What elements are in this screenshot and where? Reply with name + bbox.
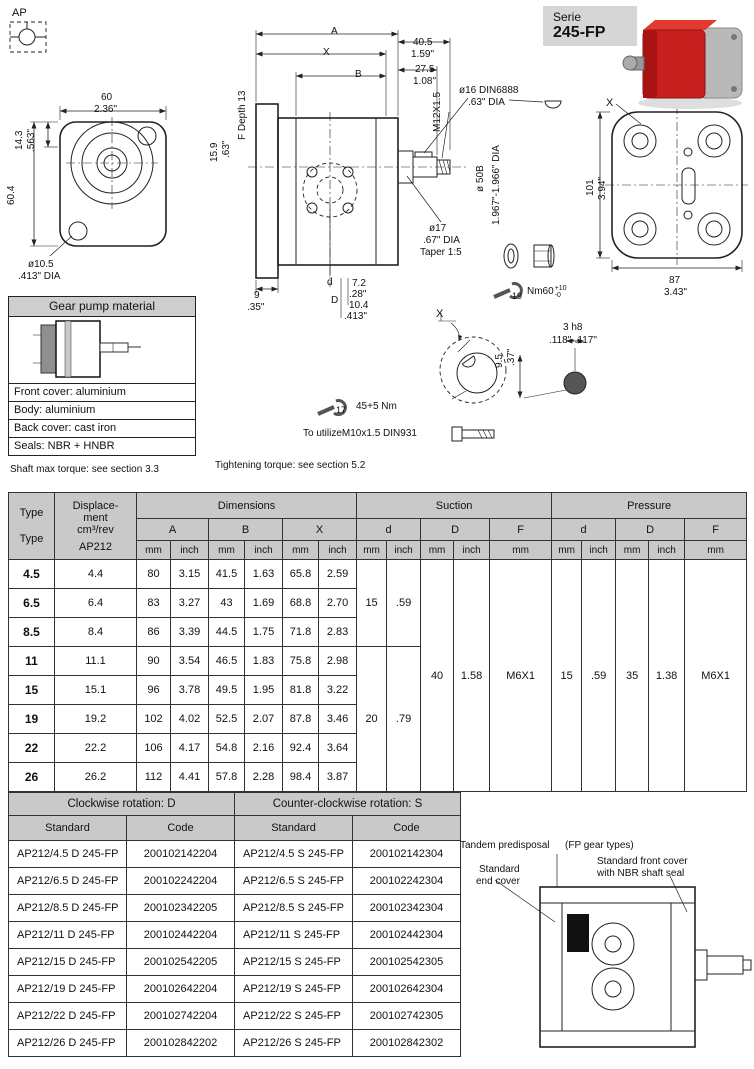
torque-45-label: 45+5 Nm [356, 401, 397, 412]
unit-cell: mm [616, 541, 649, 560]
f-depth-label: F Depth 13 [237, 90, 248, 140]
a-mm-cell: 80 [137, 560, 171, 589]
unit-cell: inch [454, 541, 490, 560]
dia-17-in-label: .67" DIA [423, 235, 460, 246]
unit-cell: mm [137, 541, 171, 560]
b-in-cell: 1.83 [245, 647, 283, 676]
dim-27-5-mm: 27.5 [415, 64, 435, 75]
dim-27-5-in: 1.08" [413, 76, 437, 87]
dim-10-4-mm: 10.4 [349, 300, 369, 311]
unit-cell: mm [421, 541, 454, 560]
dim-9-in: .35" [247, 302, 265, 313]
b-mm-cell: 43 [209, 589, 245, 618]
cw-code-cell: 200102142204 [127, 841, 235, 868]
dim-b-label: B [355, 69, 362, 80]
type-cell: 26 [9, 763, 55, 792]
ccw-code-cell: 200102342304 [353, 895, 461, 922]
front-cover-seal-label-1: Standard front cover [597, 856, 688, 867]
dim-101-in: 3.94" [597, 176, 608, 200]
back-view-drawing [596, 104, 748, 272]
x-mm-cell: 87.8 [283, 705, 319, 734]
ccw-standard-cell: AP212/4.5 S 245-FP [235, 841, 353, 868]
b-mm-cell: 57.8 [209, 763, 245, 792]
unit-cell: mm [283, 541, 319, 560]
utilize-note: To utilizeM10x1.5 DIN931 [303, 428, 417, 439]
ccw-standard-cell: AP212/8.5 S 245-FP [235, 895, 353, 922]
material-box [8, 296, 196, 456]
a-in-cell: 3.78 [171, 676, 209, 705]
pressure-D-in: 1.38 [649, 560, 685, 792]
table-row [9, 868, 461, 895]
table-row [9, 841, 461, 868]
nut-torque-value: Nm60 [527, 286, 554, 297]
unit-cell: mm [490, 541, 552, 560]
material-back-cover: Back cover: cast iron [9, 420, 195, 438]
x-mm-cell: 81.8 [283, 676, 319, 705]
pump-profile-drawing [9, 317, 194, 381]
dim-10-4-in: .413" [344, 311, 368, 322]
dim-a-label: A [331, 26, 338, 37]
a-mm-cell: 112 [137, 763, 171, 792]
x-mm-cell: 92.4 [283, 734, 319, 763]
bolt-drawing [452, 427, 494, 441]
standard-end-cover-label-1: Standard [479, 864, 520, 875]
suction-d-header: d [357, 519, 421, 541]
pressure-F-header: F [685, 519, 747, 541]
x-in-cell: 3.87 [319, 763, 357, 792]
ccw-code-cell: 200102542305 [353, 949, 461, 976]
x-mm-cell: 75.8 [283, 647, 319, 676]
unit-cell: inch [319, 541, 357, 560]
dim-101-mm: 101 [585, 179, 596, 196]
dim-60-in: 2.36" [94, 104, 118, 115]
ccw-standard-cell: AP212/6.5 S 245-FP [235, 868, 353, 895]
cw-code-cell: 200102742204 [127, 1003, 235, 1030]
dim-9-5-in: .37" [506, 348, 517, 366]
a-in-cell: 3.54 [171, 647, 209, 676]
ccw-code-cell: 200102142304 [353, 841, 461, 868]
dim-7-2-mm: 7.2 [352, 278, 366, 289]
b-in-cell: 1.63 [245, 560, 283, 589]
dim-87-mm: 87 [669, 275, 681, 286]
thread-label: M12X1.5 [432, 91, 443, 132]
dim-40-5-mm: 40.5 [413, 37, 433, 48]
b-mm-cell: 54.8 [209, 734, 245, 763]
suction-d-mm-1: 15 [357, 560, 387, 647]
dim-7-2-in: .28" [349, 289, 367, 300]
table-row [9, 1030, 461, 1057]
ccw-rotation-header: Counter-clockwise rotation: S [235, 793, 461, 816]
disp-cell: 22.2 [55, 734, 137, 763]
series-badge [543, 6, 637, 46]
material-box-drawing [9, 317, 195, 384]
key-detail-drawing [520, 341, 586, 398]
x-in-cell: 3.64 [319, 734, 357, 763]
x-mm-cell: 68.8 [283, 589, 319, 618]
ccw-code-cell: 200102842302 [353, 1030, 461, 1057]
suction-F-header: F [490, 519, 552, 541]
unit-cell: inch [387, 541, 421, 560]
suction-D-header: D [421, 519, 490, 541]
x-in-cell: 2.59 [319, 560, 357, 589]
technical-drawings [0, 0, 754, 490]
table-row [9, 976, 461, 1003]
dim-60-mm: 60 [101, 92, 113, 103]
disp-cell: 6.4 [55, 589, 137, 618]
hole-dia-mm: ø10.5 [28, 259, 54, 270]
port-label: AP [12, 7, 27, 19]
b-mm-cell: 44.5 [209, 618, 245, 647]
pressure-d-header: d [552, 519, 616, 541]
type-cell: 22 [9, 734, 55, 763]
disp-cell: 19.2 [55, 705, 137, 734]
b-mm-cell: 49.5 [209, 676, 245, 705]
x-in-cell: 3.22 [319, 676, 357, 705]
dim-15-9-in: .63" [221, 140, 232, 158]
cw-standard-cell: AP212/26 D 245-FP [9, 1030, 127, 1057]
unit-cell: mm [357, 541, 387, 560]
b-in-cell: 2.07 [245, 705, 283, 734]
cw-standard-cell: AP212/19 D 245-FP [9, 976, 127, 1003]
x-in-cell: 2.83 [319, 618, 357, 647]
code-header: Code [127, 816, 235, 841]
a-mm-cell: 90 [137, 647, 171, 676]
dim-14-3-in: .563" [26, 128, 37, 152]
ccw-standard-cell: AP212/19 S 245-FP [235, 976, 353, 1003]
series-label: Serie [553, 10, 582, 24]
a-mm-cell: 83 [137, 589, 171, 618]
suction-d-in-1: .59 [387, 560, 421, 647]
washer-nut-drawing [504, 244, 554, 268]
a-mm-cell: 106 [137, 734, 171, 763]
disp-cell: 15.1 [55, 676, 137, 705]
x-mm-cell: 71.8 [283, 618, 319, 647]
pressure-d-mm: 15 [552, 560, 582, 792]
cw-standard-cell: AP212/8.5 D 245-FP [9, 895, 127, 922]
table-row [9, 895, 461, 922]
code-header: Code [353, 816, 461, 841]
nut-torque-label [527, 285, 567, 299]
pump-photo [623, 20, 742, 109]
unit-cell: inch [245, 541, 283, 560]
x-detail-label: X [436, 308, 444, 320]
disp-header-line1: Displace- [72, 499, 119, 512]
nut-torque-sup: +10 [554, 285, 567, 292]
dim-15-9-mm: 15.9 [209, 142, 220, 162]
cw-code-cell: 200102242204 [127, 868, 235, 895]
type-header-1: Type [19, 507, 44, 519]
a-in-cell: 3.27 [171, 589, 209, 618]
shaft-torque-note: Shaft max torque: see section 3.3 [10, 464, 159, 475]
type-header-cell [9, 493, 55, 560]
displacement-header-cell [55, 493, 137, 560]
b-mm-cell: 52.5 [209, 705, 245, 734]
suction-D-in: 1.58 [454, 560, 490, 792]
ccw-code-cell: 200102242304 [353, 868, 461, 895]
suction-d-mm-2: 20 [357, 647, 387, 792]
key-height-in-label: .118"-.117" [549, 335, 597, 346]
dim-x-label: X [323, 47, 330, 58]
x-in-cell: 3.46 [319, 705, 357, 734]
suction-d-in-2: .79 [387, 647, 421, 792]
front-cover-seal-label-2: with NBR shaft seal [597, 868, 685, 879]
x-back-label: X [606, 97, 614, 109]
b-mm-cell: 41.5 [209, 560, 245, 589]
material-body: Body: aluminium [9, 402, 195, 420]
unit-cell: mm [552, 541, 582, 560]
type-cell: 11 [9, 647, 55, 676]
ccw-code-cell: 200102742305 [353, 1003, 461, 1030]
hole-dia-in: .413" DIA [18, 271, 61, 282]
a-mm-cell: 102 [137, 705, 171, 734]
dim-40-5-in: 1.59" [411, 49, 435, 60]
cw-standard-cell: AP212/15 D 245-FP [9, 949, 127, 976]
type-cell: 4.5 [9, 560, 55, 589]
a-in-cell: 4.17 [171, 734, 209, 763]
suction-F-value: M6X1 [490, 560, 552, 792]
disp-header-line4: AP212 [78, 540, 113, 553]
unit-cell: inch [582, 541, 616, 560]
disp-cell: 26.2 [55, 763, 137, 792]
a-in-cell: 3.15 [171, 560, 209, 589]
standard-header: Standard [235, 816, 353, 841]
cw-code-cell: 200102342205 [127, 895, 235, 922]
standard-end-cover-label-2: end cover [476, 876, 520, 887]
dimensions-table-wrap [8, 492, 746, 792]
port-d-label: d [327, 277, 333, 288]
x-in-cell: 2.70 [319, 589, 357, 618]
cw-code-cell: 200102842202 [127, 1030, 235, 1057]
front-view-drawing [30, 106, 166, 256]
dim-87-in: 3.43" [664, 287, 688, 298]
table-row [9, 922, 461, 949]
cw-standard-cell: AP212/11 D 245-FP [9, 922, 127, 949]
suction-header: Suction [357, 493, 552, 519]
cw-code-cell: 200102542205 [127, 949, 235, 976]
b-in-cell: 2.28 [245, 763, 283, 792]
port-D-label: D [331, 295, 339, 306]
col-B-header: B [209, 519, 283, 541]
type-cell: 19 [9, 705, 55, 734]
pilot-dia-label: ø 50B [475, 165, 486, 192]
ccw-standard-cell: AP212/11 S 245-FP [235, 922, 353, 949]
ccw-standard-cell: AP212/15 S 245-FP [235, 949, 353, 976]
cw-standard-cell: AP212/4.5 D 245-FP [9, 841, 127, 868]
dia-17-label: ø17 [429, 223, 447, 234]
ccw-code-cell: 200102642304 [353, 976, 461, 1003]
pressure-D-mm: 35 [616, 560, 649, 792]
cw-code-cell: 200102642204 [127, 976, 235, 1003]
cw-standard-cell: AP212/6.5 D 245-FP [9, 868, 127, 895]
dim-9-mm: 9 [254, 290, 260, 301]
suction-D-mm: 40 [421, 560, 454, 792]
x-mm-cell: 98.4 [283, 763, 319, 792]
pressure-header: Pressure [552, 493, 747, 519]
wrench-17-size: 17 [336, 405, 347, 415]
ccw-standard-cell: AP212/26 S 245-FP [235, 1030, 353, 1057]
dim-9-5-mm: 9.5 [494, 354, 505, 368]
cw-rotation-header: Clockwise rotation: D [9, 793, 235, 816]
dimensions-header: Dimensions [137, 493, 357, 519]
b-mm-cell: 46.5 [209, 647, 245, 676]
b-in-cell: 2.16 [245, 734, 283, 763]
disp-cell: 8.4 [55, 618, 137, 647]
cw-code-cell: 200102442204 [127, 922, 235, 949]
nut-torque-sub: -0 [554, 292, 561, 299]
b-in-cell: 1.75 [245, 618, 283, 647]
ordering-codes-table [8, 792, 461, 1057]
taper-label: Taper 1:5 [420, 247, 462, 258]
pressure-D-header: D [616, 519, 685, 541]
key-dia-label: .63" DIA [468, 97, 505, 108]
table-row [9, 1003, 461, 1030]
table-row [9, 949, 461, 976]
a-in-cell: 3.39 [171, 618, 209, 647]
dim-14-3-mm: 14.3 [14, 130, 25, 150]
table-row [9, 560, 747, 589]
unit-cell: inch [171, 541, 209, 560]
ccw-standard-cell: AP212/22 S 245-FP [235, 1003, 353, 1030]
unit-cell: mm [685, 541, 747, 560]
col-X-header: X [283, 519, 357, 541]
x-in-cell: 2.98 [319, 647, 357, 676]
a-in-cell: 4.41 [171, 763, 209, 792]
a-mm-cell: 96 [137, 676, 171, 705]
a-in-cell: 4.02 [171, 705, 209, 734]
tandem-predisposal-label: Tandem predisposal [460, 840, 550, 851]
pressure-d-in: .59 [582, 560, 616, 792]
col-A-header: A [137, 519, 209, 541]
dimensions-table [8, 492, 747, 792]
tightening-note: Tightening torque: see section 5.2 [215, 460, 366, 471]
disp-header-line3: cm³/rev [77, 523, 114, 536]
unit-cell: mm [209, 541, 245, 560]
cw-standard-cell: AP212/22 D 245-FP [9, 1003, 127, 1030]
pressure-F-value: M6X1 [685, 560, 747, 792]
standard-header: Standard [9, 816, 127, 841]
material-seals: Seals: NBR + HNBR [14, 440, 115, 452]
wrench-19-size: 19 [512, 291, 523, 301]
ap-symbol [10, 22, 46, 52]
disp-cell: 11.1 [55, 647, 137, 676]
material-front-cover: Front cover: aluminium [9, 384, 195, 402]
type-cell: 15 [9, 676, 55, 705]
material-box-title: Gear pump material [9, 297, 195, 317]
ccw-code-cell: 200102442304 [353, 922, 461, 949]
dim-60-4: 60.4 [6, 185, 17, 205]
key-spec-label: ø16 DIN6888 [459, 85, 519, 96]
unit-cell: inch [649, 541, 685, 560]
b-in-cell: 1.69 [245, 589, 283, 618]
disp-header-line2: ment [83, 511, 108, 524]
pilot-dia-in-label: 1.967"-1.966" DIA [491, 145, 502, 225]
key-height-label: 3 h8 [563, 322, 583, 333]
series-model: 245-FP [553, 24, 606, 41]
type-header-2: Type [19, 533, 44, 545]
type-cell: 8.5 [9, 618, 55, 647]
fp-gear-types-label: (FP gear types) [565, 840, 634, 851]
b-in-cell: 1.95 [245, 676, 283, 705]
type-cell: 6.5 [9, 589, 55, 618]
disp-cell: 4.4 [55, 560, 137, 589]
side-view-drawing [248, 30, 561, 318]
ordering-codes-section [0, 792, 754, 1069]
x-mm-cell: 65.8 [283, 560, 319, 589]
a-mm-cell: 86 [137, 618, 171, 647]
